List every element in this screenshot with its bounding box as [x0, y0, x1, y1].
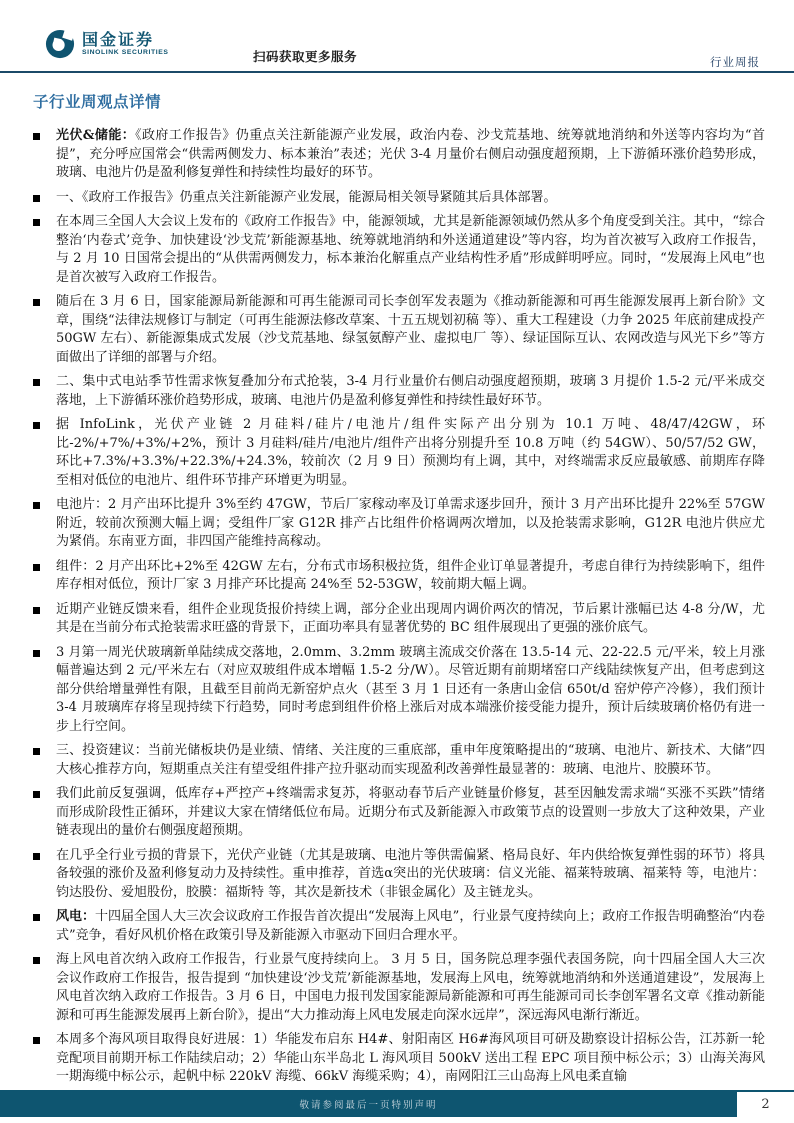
- bullet-paragraph: [56, 847, 765, 903]
- bullet-square-icon: [33, 650, 40, 657]
- bullet-item: [33, 416, 765, 490]
- bullet-item: [33, 293, 765, 367]
- bullet-item: [33, 496, 765, 552]
- bullet-square-icon: [33, 564, 40, 571]
- report-type-label: 行业周报: [710, 55, 760, 69]
- bullet-text: 二、集中式电站季节性需求恢复叠加分布式抢装，3-4 月行业量价右侧启动强度超预期，玻璃 3 月提价 1.5-2 元/平米成交落地，上下游循环涨价趋势形成，玻璃、电池片仍是盈利修复弹性和持续性最好环节。: [56, 374, 765, 408]
- page-footer: [0, 1090, 794, 1117]
- bullet-text: 电池片：2 月产出环比提升 3%至约 47GW，节后厂家稼动率及订单需求逐步回升，预计 3 月产出环比提升 22%至 57GW 附近，较前次预测大幅上调；受组件厂家 G12R 排产占比组件价格调两次增加，以及抢装需求影响，G12R 电池片供应尤为紧俏。东南亚方面，非四国产能维持高稼动。: [56, 497, 765, 549]
- scan-qr-label: 扫码获取更多服务: [253, 50, 358, 64]
- bullet-item: [33, 785, 765, 841]
- bullet-text: 近期产业链反馈来看，组件企业现货报价持续上调，部分企业出现周内调价两次的情况，节后累计涨幅已达 4-8 分/W，尤其是在当前分布式抢装需求旺盛的背景下，正面功率具有显著优势的 BC 组件展现出了更强的涨价底气。: [56, 601, 765, 635]
- bullet-lead: 风电：: [56, 909, 96, 924]
- bullet-square-icon: [33, 1037, 40, 1044]
- bullet-item: [33, 1031, 765, 1087]
- bullet-square-icon: [33, 748, 40, 755]
- bullet-text: 据 InfoLink，光伏产业链 2 月硅料/硅片/电池片/组件实际产出分别为 10.1 万吨、48/47/42GW，环比-2%/+7%/+3%/+2%，预计 3 月硅料/硅片/电池片/组件产出将分别提升至 10.8 万吨（约 54GW）、50/57/52 GW，环比+7.3%/+3.3%/+22.3%/+24.3%，较前次（2 月 9 日）预测均有上调，其中，对终端需求反应最敏感、前期库存降至相对低位的电池片、组件环节排产环增更为明显。: [56, 417, 765, 488]
- bullet-paragraph: [56, 951, 765, 1025]
- page-title: 子行业周观点详情: [33, 94, 162, 111]
- bullet-text: 3 月第一周光伏玻璃新单陆续成交落地，2.0mm、3.2mm 玻璃主流成交价落在 13.5-14 元、22-22.5 元/平米，较上月涨幅普遍达到 2 元/平米左右（对应双玻组件成本增幅 1.5-2 分/W）。尽管近期有前期堵窑口产线陆续恢复产出，但考虑到这部分供给增量弹性有限，且截至目前尚无新窑炉点火（甚至 3 月 1 日还有一条唐山金信 650t/d 窑炉停产冷修），我们预计 3-4 月玻璃库存将呈现持续下行趋势，同时考虑到组件价格上涨后对成本端涨价接受能力提升，预计后续玻璃价格仍有进一步上行空间。: [56, 644, 765, 734]
- bullet-square-icon: [33, 791, 40, 798]
- bullet-paragraph: [56, 373, 765, 410]
- header-divider: [0, 71, 794, 73]
- bullet-text: 在几乎全行业亏损的背景下，光伏产业链（尤其是玻璃、电池片等供需偏紧、格局良好、年内供给恢复弹性弱的环节）将具备较强的涨价及盈利修复动力及持续性。重申推荐，首选α突出的光伏玻璃：信义光能、福莱特玻璃、福莱特 等，电池片：钧达股份、爱旭股份，胶膜：福斯特 等，其次是新技术（非银金属化）及主链龙头。: [56, 847, 765, 900]
- bullet-item: [33, 213, 765, 287]
- bullet-square-icon: [33, 219, 40, 226]
- bullet-lead: 光伏&储能：: [56, 128, 136, 143]
- bullet-square-icon: [33, 957, 40, 964]
- logo-text-en: SINOLINK SECURITIES: [82, 49, 169, 57]
- bullet-item: [33, 127, 765, 183]
- bullet-item: [33, 189, 765, 208]
- bullet-paragraph: [56, 785, 765, 841]
- logo-text-cn: 国金证券: [82, 31, 155, 49]
- logo-text-block: [82, 32, 169, 57]
- bullet-text: 三、投资建议：当前光储板块仍是业绩、情绪、关注度的三重底部，重申年度策略提出的“玻璃、电池片、新技术、大储”四大核心推荐方向，短期重点关注有望受组件排产拉升驱动而实现盈利改善弹性最显著的：玻璃、电池片、胶膜环节。: [56, 743, 765, 777]
- bullet-item: [33, 558, 765, 595]
- bullet-item: [33, 601, 765, 638]
- footer-disclaimer-bar: [0, 1090, 737, 1117]
- bullet-item: [33, 951, 765, 1025]
- bullet-paragraph: [56, 127, 765, 183]
- bullet-square-icon: [33, 422, 40, 429]
- bullet-paragraph: [56, 742, 765, 779]
- bullet-text: 随后在 3 月 6 日，国家能源局新能源和可再生能源司司长李创军发表题为《推动新能源和可再生能源发展再上新台阶》文章，围绕“法律法规修订与制定（可再生能源法修改草案、十五五规划初稿 等）、重大工程建设（力争 2025 年底前建成投产 50GW 左右）、新能源集成式发展（沙戈荒基地、绿氢氨醇产业、虚拟电厂 等）、绿证国际互认、农网改造与风光下乡”等方面做出了详细的部署与介绍。: [56, 294, 765, 365]
- footer-disclaimer: 敬请参阅最后一页特别声明: [299, 1099, 438, 1111]
- bullet-text: 我们此前反复强调，低库存+严控产+终端需求复苏，将驱动春节后产业链量价修复，甚至因触发需求端“买涨不买跌”情绪而形成阶段性正循环，并建议大家在情绪低位布局。近期分布式及新能源入市政策节点的设置则一步放大了这种效果，产业链表现出的量价右侧强度超预期。: [56, 786, 765, 838]
- bullet-text: 本周多个海风项目取得良好进展：1）华能发布启东 H4#、射阳南区 H6#海风项目可研及勘察设计招标公告，江苏新一轮竞配项目前期开标工作陆续启动；2）华能山东半岛北 L 海风项目 500kV 送出工程 EPC 项目预中标公示；3）山海关海风一期海缆中标公示，起帆中标 220kV 海缆、66kV 海缆采购；4），南网阳江三山岛海上风电柔直输: [56, 1032, 765, 1084]
- bullet-text: 《政府工作报告》仍重点关注新能源产业发展，政治内卷、沙戈荒基地、统筹就地消纳和外送等内容均为“首提”，充分呼应国常会“供需两侧发力、标本兼治”表述；光伏 3-4 月量价右侧启动强度超预期，上下游循环涨价趋势形成，玻璃、电池片仍是盈利修复弹性和持续性均最好的环节。: [56, 128, 765, 180]
- bullet-item: [33, 373, 765, 410]
- bullet-paragraph: [56, 601, 765, 638]
- bullet-text: 海上风电首次纳入政府工作报告，行业景气度持续向上。 3 月 5 日，国务院总理李强代表国务院，向十四届全国人大三次会议作政府工作报告，报告提到 “加快建设‘沙戈荒’新能源基地，发展海上风电，统筹就地消纳和外送通道建设”，发展海上风电首次纳入政府工作报告。3 月 6 日，中国电力报刊发国家能源局新能源和可再生能源司司长李创军署名文章《推动新能源和可再生能源发展再上新台阶》，提出“大力推动海上风电发展走向深水远岸”，深远海风电渐行渐近。: [56, 952, 765, 1023]
- sinolink-logo-icon: [45, 29, 75, 59]
- bullet-paragraph: [56, 189, 765, 208]
- bullet-square-icon: [33, 133, 40, 140]
- bullet-paragraph: [56, 558, 765, 595]
- bullet-paragraph: [56, 293, 765, 367]
- bullet-text: 在本周三全国人大会议上发布的《政府工作报告》中，能源领域，尤其是新能源领域仍然从多个角度受到关注。其中，“综合整治‘内卷式’竞争、加快建设‘沙戈荒’新能源基地、统筹就地消纳和外送通道建设”等内容，均为首次被写入政府工作报告，与 2 月 10 日国常会提出的“从供需两侧发力，标本兼治化解重点产业结构性矛盾”形成鲜明呼应。同时，“发展海上风电”也是首次被写入政府工作报告。: [56, 214, 765, 285]
- bullet-item: [33, 742, 765, 779]
- bullet-square-icon: [33, 914, 40, 921]
- page-number: 2: [761, 1097, 770, 1112]
- bullet-item: [33, 847, 765, 903]
- bullet-text: 一、《政府工作报告》仍重点关注新能源产业发展，能源局相关领导紧随其后具体部署。: [56, 189, 557, 205]
- bullet-paragraph: [56, 644, 765, 737]
- bullet-square-icon: [33, 502, 40, 509]
- bullet-text: 十四届全国人大三次会议政府工作报告首次提出“发展海上风电”，行业景气度持续向上；政府工作报告明确整治“内卷式”竞争，看好风机价格在政策引导及新能源入市驱动下回归合理水平。: [56, 909, 765, 943]
- bullet-square-icon: [33, 299, 40, 306]
- bullet-square-icon: [33, 379, 40, 386]
- bullet-paragraph: [56, 213, 765, 287]
- bullet-paragraph: [56, 416, 765, 490]
- bullet-paragraph: [56, 496, 765, 552]
- bullet-paragraph: [56, 908, 765, 945]
- bullet-square-icon: [33, 195, 40, 202]
- bullet-square-icon: [33, 853, 40, 860]
- bullet-list: [33, 127, 765, 1093]
- page-number-box: [737, 1090, 794, 1117]
- bullet-item: [33, 908, 765, 945]
- bullet-text: 组件：2 月产出环比+2%至 42GW 左右，分布式市场积极拉货，组件企业订单显著提升，考虑自律行为持续影响下，组件库存相对低位，预计厂家 3 月排产环比提高 24%至 52-53GW，较前期大幅上调。: [56, 558, 765, 592]
- bullet-square-icon: [33, 607, 40, 614]
- sinolink-logo: [45, 29, 169, 59]
- bullet-paragraph: [56, 1031, 765, 1087]
- bullet-item: [33, 644, 765, 737]
